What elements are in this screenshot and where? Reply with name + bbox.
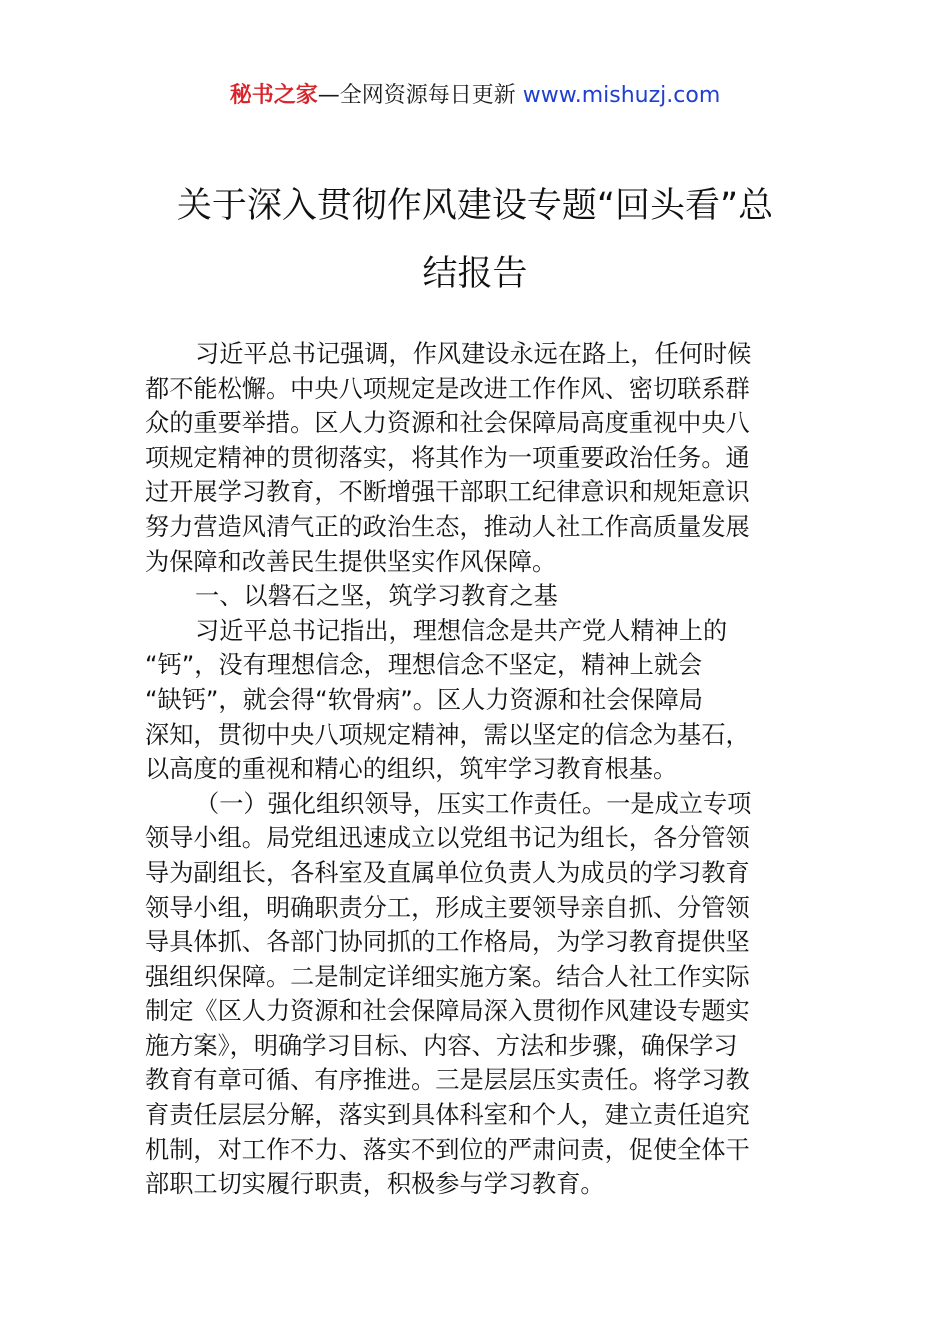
subsection-line: （一）强化组织领导，压实工作责任。一是成立专项: [195, 789, 752, 818]
body-line: 导为副组长，各科室及直属单位负责人为成员的学习教育: [145, 858, 750, 887]
body-line: 努力营造风清气正的政治生态，推动人社工作高质量发展: [145, 512, 750, 541]
body-line: 领导小组，明确职责分工，形成主要领导亲自抓、分管领: [145, 893, 750, 922]
body-line: 机制，对工作不力、落实不到位的严肃问责，促使全体干: [145, 1135, 750, 1164]
body-line: 以高度的重视和精心的组织，筑牢学习教育根基。: [145, 755, 678, 784]
body-line: 为保障和改善民生提供坚实作风保障。: [145, 547, 557, 576]
body-line: 教育有章可循、有序推进。三是层层压实责任。将学习教: [145, 1066, 750, 1095]
title-line: 关于深入贯彻作风建设专题“回头看”总: [176, 186, 774, 226]
body-line: 习近平总书记强调，作风建设永远在路上，任何时候: [195, 340, 752, 368]
section-heading: 一、以磐石之坚，筑学习教育之基: [195, 582, 558, 611]
body-line: 部职工切实履行职责，积极参与学习教育。: [145, 1170, 605, 1199]
document-body: [145, 337, 815, 1202]
body-line: 育责任层层分解，落实到具体科室和个人，建立责任追究: [145, 1101, 750, 1130]
site-brand: 秘书之家: [229, 83, 318, 108]
site-tagline: —全网资源每日更新: [317, 83, 523, 108]
body-line: “缺钙”，就会得“软骨病”。区人力资源和社会保障局: [145, 685, 704, 714]
body-line: 强组织保障。二是制定详细实施方案。结合人社工作实际: [145, 962, 750, 991]
body-line: “钙”，没有理想信念，理想信念不坚定，精神上就会: [145, 651, 703, 680]
title-line: 结报告: [422, 254, 528, 294]
site-url[interactable]: www.mishuzj.com: [522, 83, 721, 108]
body-line: 都不能松懈。中央八项规定是改进工作作风、密切联系群: [145, 374, 750, 403]
body-line: 导具体抓、各部门协同抓的工作格局，为学习教育提供坚: [145, 928, 750, 957]
body-line: 项规定精神的贯彻落实，将其作为一项重要政治任务。通: [145, 443, 750, 472]
body-line: 习近平总书记指出，理想信念是共产党人精神上的: [195, 616, 728, 645]
body-line: 众的重要举措。区人力资源和社会保障局高度重视中央八: [145, 409, 750, 438]
site-header: [0, 80, 950, 112]
body-line: 制定《区人力资源和社会保障局深入贯彻作风建设专题实: [145, 997, 750, 1026]
body-line: 施方案》，明确学习目标、内容、方法和步骤，确保学习: [145, 1031, 738, 1060]
body-line: 过开展学习教育，不断增强干部职工纪律意识和规矩意识: [145, 478, 750, 507]
body-line: 领导小组。局党组迅速成立以党组书记为组长，各分管领: [145, 824, 750, 853]
document-title: [110, 172, 840, 308]
body-line: 深知，贯彻中央八项规定精神，需以坚定的信念为基石，: [145, 720, 750, 749]
